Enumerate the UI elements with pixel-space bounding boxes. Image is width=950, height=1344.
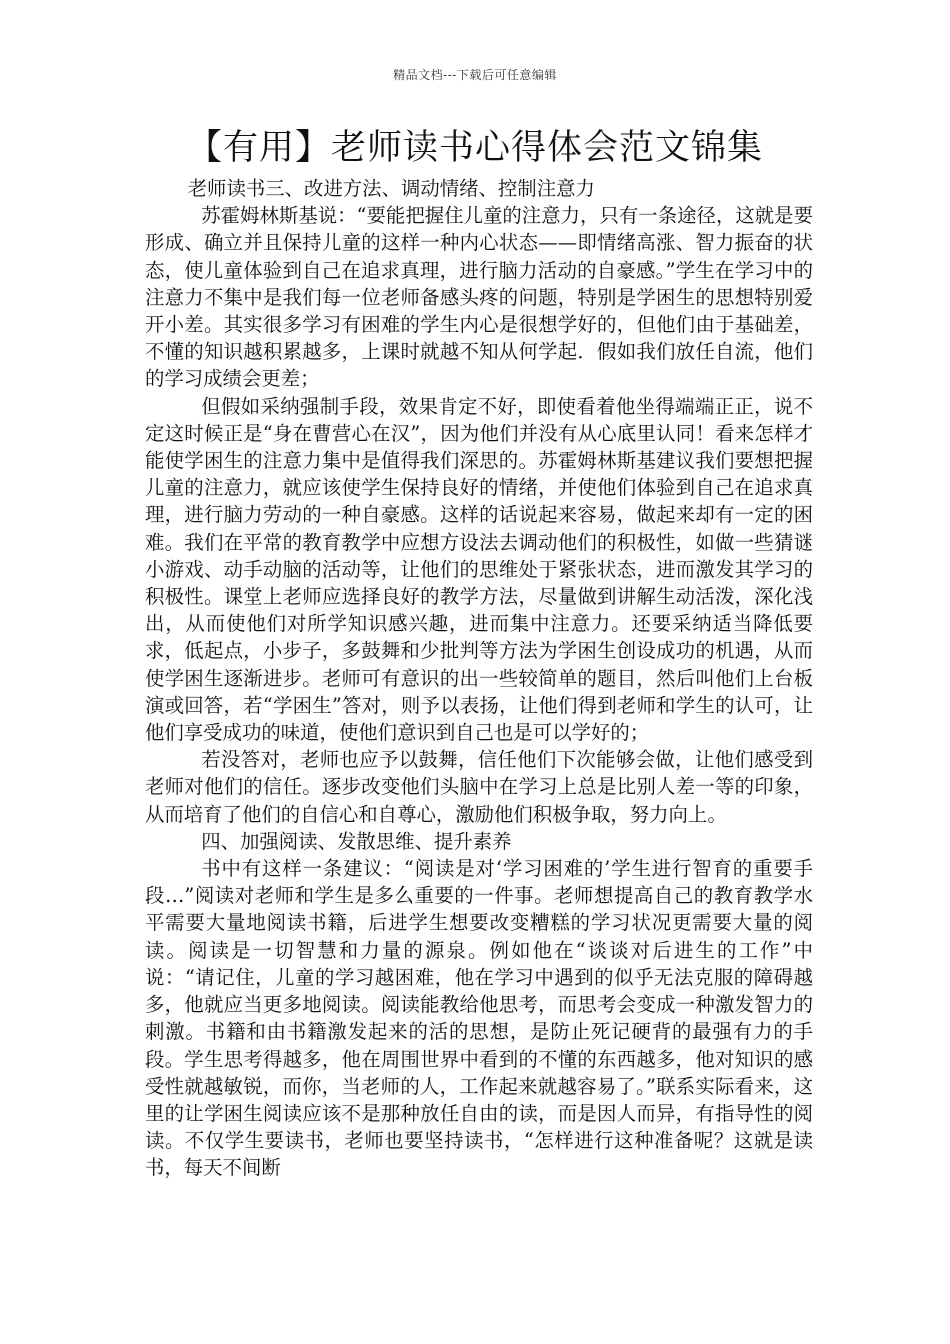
section-four-heading: 四、加强阅读、发散思维、提升素养 — [201, 829, 512, 853]
page-header-note: 精品文档---下载后可任意编辑 — [393, 68, 557, 82]
section-three-heading: 老师读书三、改进方法、调动情绪、控制注意力 — [187, 177, 595, 200]
paragraph-1: 苏霍姆林斯基说：“要能把握住儿童的注意力，只有一条途径，这就是要形成、确立并且保持儿童的这样一种内心状态——即情绪高涨、智力振奋的状态，使儿童体验到自己在追求真理，进行脑力活动的自豪感。”学生在学习中的注意力不集中是我们每一位老师备感头疼的问题，特别是学困生的思想特别爱开小差。其实很多学习有困难的学生内心是很想学好的，但他们由于基础差，不懂的知识越积累越多，上课时就越不知从何学起．假如我们放任自流，他们的学习成绩会更差； — [145, 204, 813, 391]
document-body — [145, 175, 813, 1182]
document-title: 【有用】老师读书心得体会范文锦集 — [186, 128, 763, 168]
paragraph-2: 但假如采纳强制手段，效果肯定不好，即使看着他坐得端端正正，说不定这时候正是“身在曹营心在汉”，因为他们并没有从心底里认同！看来怎样才能使学困生的注意力集中是值得我们深思的。苏霍姆林斯基建议我们要想把握儿童的注意力，就应该使学生保持良好的情绪，并使他们体验到自己在追求真理，进行脑力劳动的一种自豪感。这样的话说起来容易，做起来却有一定的困难。我们在平常的教育教学中应想方设法去调动他们的积极性，如做一些猜谜小游戏、动手动脑的活动等，让他们的思维处于紧张状态，进而激发其学习的积极性。课堂上老师应选择良好的教学方法，尽量做到讲解生动活泼，深化浅出，从而使他们对所学知识感兴趣，进而集中注意力。还要采纳适当降低要求，低起点，小步子，多鼓舞和少批判等方法为学困生创设成功的机遇，从而使学困生逐渐进步。老师可有意识的出一些较简单的题目，然后叫他们上台板演或回答，若“学困生”答对，则予以表扬，让他们得到老师和学生的认可，让他们享受成功的味道，使他们意识到自己也是可以学好的； — [145, 394, 813, 745]
paragraph-4: 书中有这样一条建议：“阅读是对‘学习困难的’学生进行智育的重要手段…”阅读对老师和学生是多么重要的一件事。老师想提高自己的教育教学水平需要大量地阅读书籍，后进学生想要改变糟糕的学习状况更需要大量的阅读。阅读是一切智慧和力量的源泉。例如他在“谈谈对后进生的工作”中说：“请记住，儿童的学习越困难，他在学习中遇到的似乎无法克服的障碍越多，他就应当更多地阅读。阅读能教给他思考，而思考会变成一种激发智力的刺激。书籍和由书籍激发起来的活的思想，是防止死记硬背的最强有力的手段。学生思考得越多，他在周围世界中看到的不懂的东西越多，他对知识的感受性就越敏锐，而你，当老师的人，工作起来就越容易了。”联系实际看来，这里的让学困生阅读应该不是那种放任自由的读，而是因人而异，有指导性的阅读。不仅学生要读书，老师也要坚持读书，“怎样进行这种准备呢？这就是读书，每天不间断 — [145, 857, 813, 1180]
paragraph-3: 若没答对，老师也应予以鼓舞，信任他们下次能够会做，让他们感受到老师对他们的信任。逐步改变他们头脑中在学习上总是比别人差一等的印象，从而培育了他们的自信心和自尊心，激励他们积极争取，努力向上。 — [145, 748, 813, 826]
